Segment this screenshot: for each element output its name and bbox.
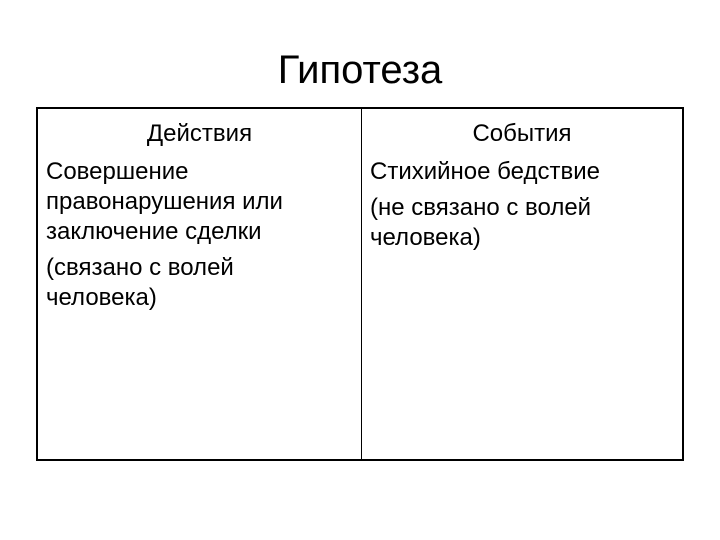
actions-description: Совершение правонарушения или заключение сделки [46,158,283,245]
column-header-actions: Действия [146,120,253,147]
column-body-actions [38,149,361,313]
comparison-table [36,107,684,461]
column-actions [38,109,362,459]
column-events [362,109,682,459]
column-header-events: События [472,120,572,147]
events-description: Стихийное бедствие [370,158,600,185]
column-body-events [362,149,682,253]
slide-title: Гипотеза [277,48,443,92]
actions-note: (связано с волей человека) [46,254,234,311]
events-note: (не связано с волей человека) [370,194,592,251]
